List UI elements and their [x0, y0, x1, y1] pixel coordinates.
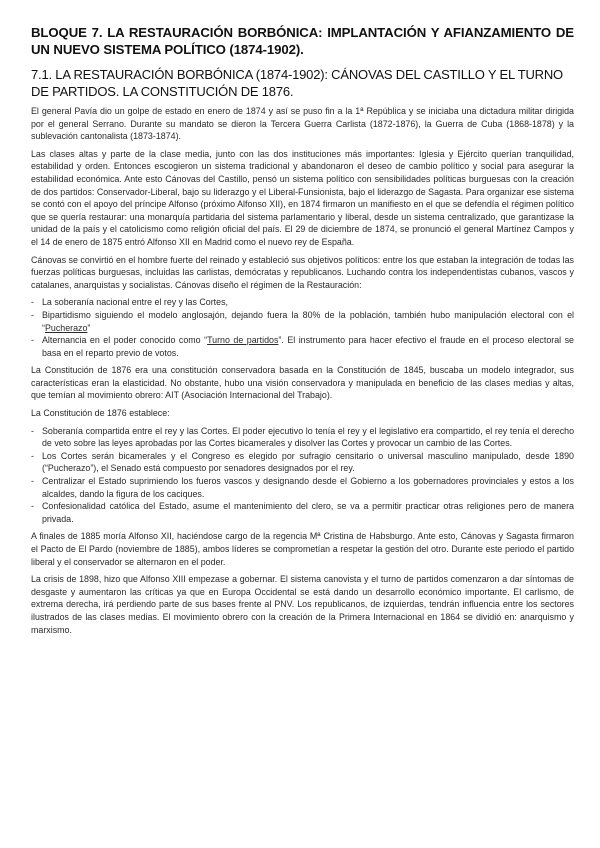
list-item: - Los Cortes serán bicamerales y el Congreso es elegido por sufragio censitario o universal masculino manipulado, desde 1890 (“Pucherazo”), el Senado está compuesto por senadores designados por el rey. [31, 450, 574, 475]
list-item [31, 334, 574, 359]
list-item-text: Bipartidismo siguiendo el modelo anglosajón, dejando fuera la 80% de la población, también hubo manipulación electoral con el “ [42, 309, 574, 333]
restoration-regime-list [31, 296, 574, 359]
turno-de-partidos-link[interactable]: Turno de partidos [207, 335, 279, 346]
section-title: 7.1. LA RESTAURACIÓN BORBÓNICA (1874-1902): CÁNOVAS DEL CASTILLO Y EL TURNO DE PARTIDOS. LA CONSTITUCIÓN DE 1876. [31, 67, 563, 99]
paragraph-canovas-system: Las clases altas y parte de la clase media, junto con las dos instituciones más importantes: Iglesia y Ejército querían tranquilidad, estabilidad y orden. Entonces escogieron un sistema tradicional y abandonaron el deseo de cambio político y social para asegurar la estabilidad económica. Ante esto Cánovas del Castillo, pensó un sistema político con sensibilidades políticas burguesas con la creación de dos partidos: Conservador-Liberal, bajo su liderazgo y el Liberal-Funsionista, bajo el liderazgo de Sagasta. Para organizar ese sistema se contó con el apoyo del príncipe Alfonso (próximo Alfonso XII), en 1874 firmaron un manifiesto en el que se defendía el régimen político que se quería restaurar: una monarquía partidaria del sistema parlamentario y liberal, desde un sistema centralizado, que garantizase la unidad de la país y el catolicismo como religión oficial del país. El 29 de diciembre de 1874, se pronunció el general Martínez Campos y el 14 de enero de 1875 entró Alfonso XII en Madrid como el nuevo rey de España. [31, 148, 574, 247]
paragraph-canovas-objectives: Cánovas se convirtió en el hombre fuerte del reinado y estableció sus objetivos políticos: entre los que estaban la integración de todas las fuerzas políticas burguesas, incluidas las carlistas, demócratas y republicanos. Luchando contra los independentistas cubanos, vascos y catalanes, anarquistas y socialistas. Cánovas diseño el régimen de la Restauración: [31, 254, 574, 290]
block-title: BLOQUE 7. LA RESTAURACIÓN BORBÓNICA: IMPLANTACIÓN Y AFIANZAMIENTO DE UN NUEVO SISTEMA POLÍTICO (1874-1902). [31, 25, 574, 57]
list-item: - Confesionalidad católica del Estado, asume el mantenimiento del clero, se va a permitir practicar otras religiones pero de manera privada. [31, 500, 574, 525]
list-item: - Soberanía compartida entre el rey y las Cortes. El poder ejecutivo lo tenía el rey y el legislativo era compartido, el rey tenía el derecho de veto sobre las leyes aprobadas por las Cortes bicamerales y disolver las Cortes y provocar un cambio de las Cortes. [31, 425, 574, 450]
list-item-text: ” [87, 322, 91, 333]
list-item [31, 309, 574, 334]
paragraph-constitution-intro: La Constitución de 1876 establece: [31, 408, 170, 419]
list-item-text: La soberanía nacional entre el rey y las Cortes, [42, 297, 228, 308]
list-item-text: Alternancia en el poder conocido como “ [42, 335, 208, 346]
pucherazo-link[interactable]: Pucherazo [44, 322, 88, 333]
paragraph-constitution-1876: La Constitución de 1876 era una constitución conservadora basada en la Constitución de 1845, buscaba un modelo integrador, sus características eran la elasticidad. No obstante, hubo una visión conservadora y manipulada en beneficio de las clases medias y altas, que temían al movimiento obrero: AIT (Asociación Internacional del Trabajo). [31, 365, 574, 401]
constitution-list [31, 425, 574, 526]
paragraph-crisis-1898: La crisis de 1898, hizo que Alfonso XIII empezase a gobernar. El sistema canovista y el turno de partidos comenzaron a dar síntomas de desgaste y aumentaron las críticas ya que en Europa Occidental se está dando un desarrollo económico importante. El carlismo, de extrema derecha, irá perdiendo parte de sus bases frente al PNV. Los republicanos, de izquierdas, tendrán influencia entre los sectores ilustrados de las clases medias. El movimiento obrero con la creación de la Primera Internacional en 1864 se dividió en: anarquismo y marxismo. [31, 574, 574, 635]
list-item-text: ”. El instrumento para hacer efectivo el fraude en el proceso electoral se basa en el reparto previo de votos. [42, 335, 574, 358]
list-item [31, 296, 574, 309]
paragraph-regency: A finales de 1885 moría Alfonso XII, haciéndose cargo de la regencia Mª Cristina de Habsburgo. Ante esto, Cánovas y Sagasta firmaron el Pacto de El Pardo (noviembre de 1885), ambos líderes se comprometían a respetar la gestión del otro. Durante este periodo el partido liberal y el conservador se alternaron en el poder. [31, 531, 574, 567]
paragraph-pavia-coup: El general Pavía dio un golpe de estado en enero de 1874 y así se puso fin a la 1ª República y se iniciaba una dictadura militar dirigida por el general Serrano. Durante su mandato se dieron la Tercera Guerra Carlista (1872-1876), la Guerra de Cuba (1868-1878) y la sublevación cantonalista (1873-1874). [31, 106, 574, 142]
list-item: - Centralizar el Estado suprimiendo los fueros vascos y designando desde el Gobierno a los gobernadores provinciales y estos a los alcaldes, dando la figura de los caciques. [31, 475, 574, 500]
